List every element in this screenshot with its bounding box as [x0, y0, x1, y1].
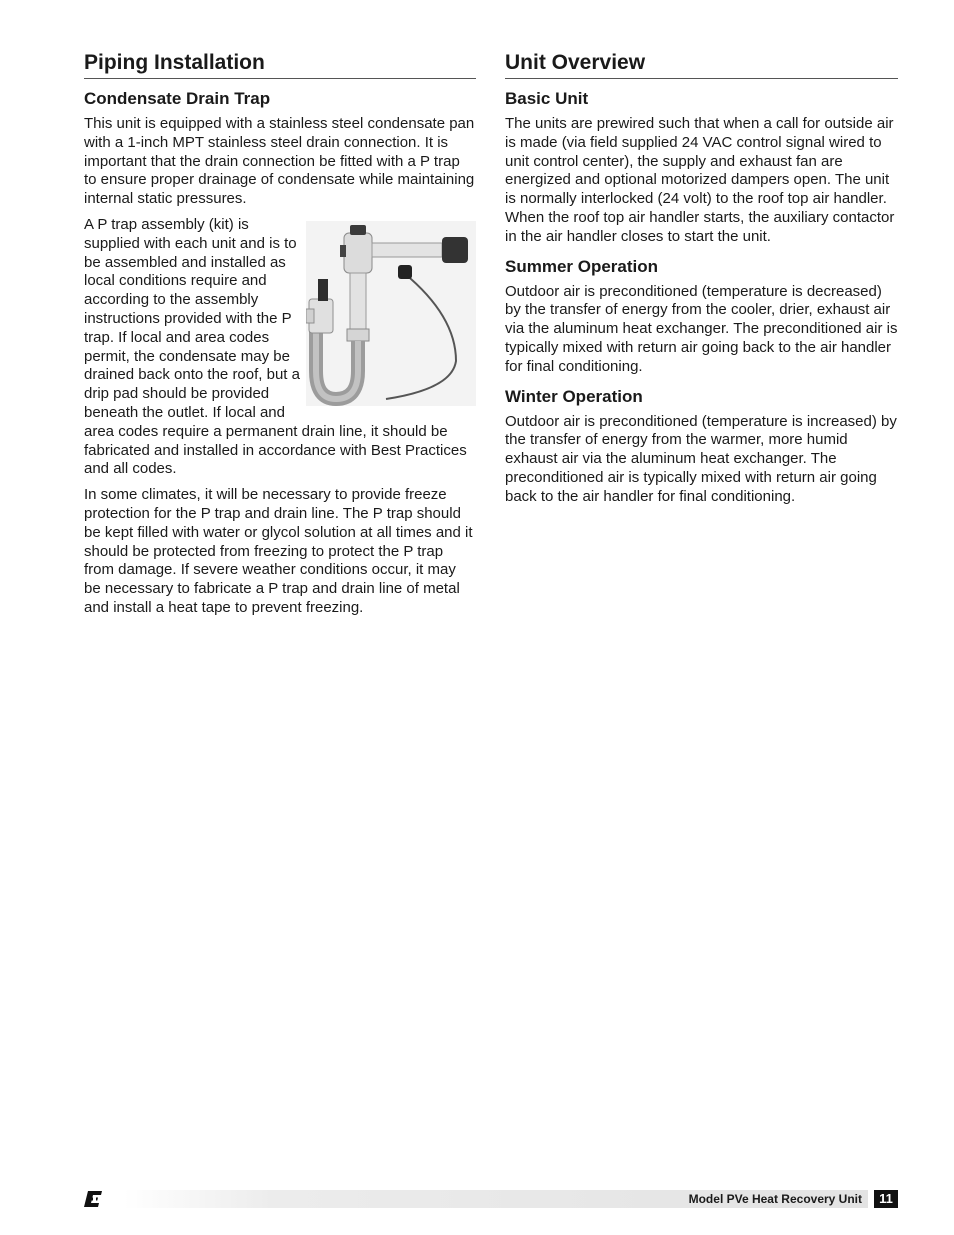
company-logo-icon — [84, 1189, 104, 1209]
winter-operation-paragraph: Outdoor air is preconditioned (temperature is increased) by the transfer of energy from the warmer, more humid exhaust air via the aluminum heat exchanger. The preconditioned air is typically mixed with return air going back to the air handler for final conditioning. — [505, 412, 897, 505]
page-footer — [84, 1189, 898, 1209]
summer-operation-paragraph: Outdoor air is preconditioned (temperature is decreased) by the transfer of energy from the cooler, drier, exhaust air via the aluminum heat exchanger. The preconditioned air is typically mixed with return air going back to the air handler for final conditioning. — [505, 282, 898, 375]
basic-unit-heading: Basic Unit — [505, 89, 589, 108]
left-column — [84, 50, 476, 625]
piping-installation-heading: Piping Installation — [84, 50, 476, 79]
p-trap-kit-photo — [306, 221, 476, 406]
drain-trap-paragraph-1: This unit is equipped with a stainless steel condensate pan with a 1-inch MPT stainless steel drain connection. It is important that the drain connection be fitted with a P trap to ensure proper drainage of condensate while maintaining internal static pressures. — [84, 115, 475, 208]
unit-overview-heading: Unit Overview — [505, 50, 898, 79]
summer-operation-heading: Summer Operation — [505, 256, 659, 276]
winter-operation-heading: Winter Operation — [505, 386, 643, 406]
drain-trap-paragraph-3: In some climates, it will be necessary to provide freeze protection for the P trap and drain line. The P trap should be kept filled with water or glycol solution at all times and it should be protected from freezing to protect the P trap from damage. If severe weather conditions occur, it may be necessary to fabricate a P trap and drain line of metal and install a heat tape to prevent freezing. — [84, 486, 473, 616]
drain-trap-paragraph-2: A P trap assembly (kit) is supplied with each unit and is to be assembled and installed as local conditions require and according to the assembly instructions provided with the P trap. If local and area codes permit, the condensate may be drained back onto the roof, but a drip pad should be provided beneath the outlet. If local and area codes require a permanent drain line, it should be fabricated and installed in accordance with Best Practices and all codes. — [84, 215, 467, 478]
condensate-drain-trap-heading: Condensate Drain Trap — [84, 89, 271, 108]
basic-unit-paragraph: The units are prewired such that when a call for outside air is made (via field supplied 24 VAC control signal wired to unit control center), the supply and exhaust fan are energized and optional motorized dampers open. The unit is normally interlocked (24 volt) to the roof top air handler. When the roof top air handler starts, the auxiliary contactor in the air handler closes to start the unit. — [505, 115, 895, 245]
page-number: 11 — [874, 1190, 898, 1208]
right-column — [505, 50, 898, 514]
footer-model-title: Model PVe Heat Recovery Unit — [688, 1192, 862, 1206]
